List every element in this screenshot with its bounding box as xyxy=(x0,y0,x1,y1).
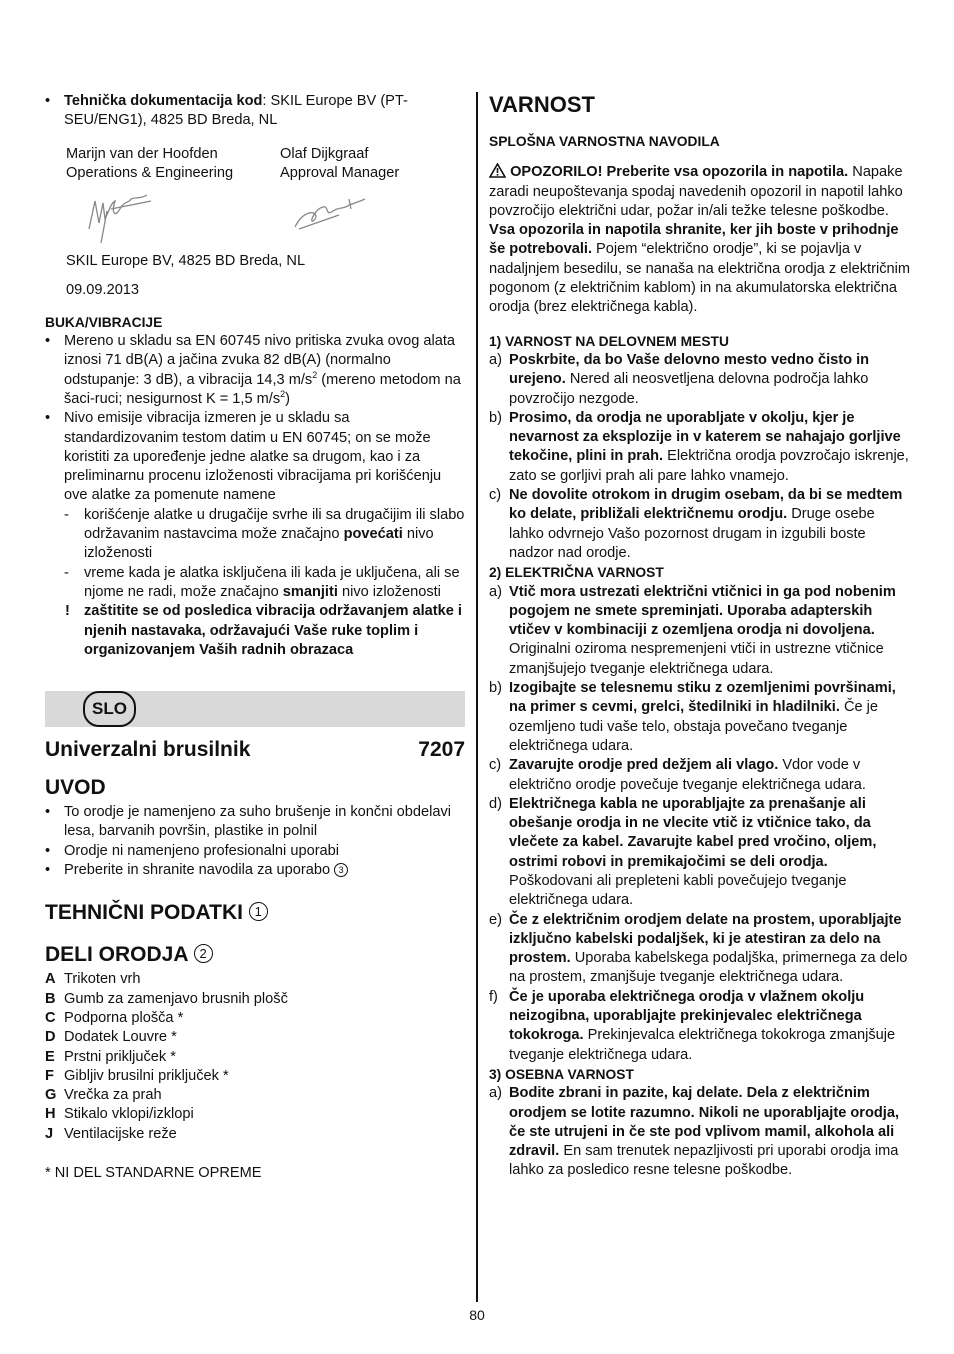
general-warning: OPOZORILO! Preberite vsa opozorila in napotila. Napake zaradi neupoštevanja spodaj navedenih opozoril in napotil lahko povzročijo električni udar, požar in/ali težke telesne poškodbe. Vsa opozorila in napotila shranite, ker jih boste v prihodnje še potrebovali. Pojem “električno orodje”, ki se pojavlja v nadaljnjem besedilu, se nanaša na električna orodja z električnim pogonom (z električnim kablom) in na akumulatorska električna orodja (brez električnega kabla). xyxy=(489,164,911,316)
signer-2 xyxy=(280,145,399,184)
intro-bullet: • Orodje ni namenjeno profesionalni uporabi xyxy=(45,842,465,861)
intro-bullet: • To orodje je namenjeno za suho brušenje in končni obdelavi lesa, barvanih površin, plastike in polnil xyxy=(45,803,465,842)
safety-item: a) Vtič mora ustrezati električni vtičnici in ga pod nobenim pogojem ne smete spreminjati. Uporaba adapterskih vtičev v kombinaciji z ozemljena orodja ni dovoljena. Originalni oziroma nespremenjeni vtiči in ustrezne vtičnice zmanjšujejo tveganje električnega udara. xyxy=(489,583,896,677)
figure-ref-icon: 1 xyxy=(249,902,268,921)
safety-item: b) Prosimo, da orodja ne uporabljate v okolju, kjer je nevarnost za eksplozije in v katerem se nahajajo gorljive tekočine, plini in prah. Električna orodja povzročajo iskrenje, zato se gorljivi prah ali pare lahko vnamejo. xyxy=(489,409,909,484)
safety-item: e) Če z električnim orodjem delate na prostem, uporabljajte izključno kabelski podaljšek, ki je atestiran za delo na prostem. Uporaba kabelskega podaljška, primernega za delo na prostem, zmanjšuje tveganje električnega udara. xyxy=(489,911,908,986)
parts-item: A Trikoten vrh xyxy=(45,971,141,988)
product-title-row xyxy=(45,738,465,762)
safety-heading: VARNOST xyxy=(489,92,595,117)
safety-subheading: SPLOŠNA VARNOSTNA NAVODILA xyxy=(489,134,720,149)
parts-item: H Stikalo vklopi/izklopi xyxy=(45,1106,194,1123)
figure-ref-icon: 3 xyxy=(334,863,348,877)
noise-bullet-1: • Mereno u skladu sa EN 60745 nivo pritiska zvuka ovog alata iznosi 71 dB(A) a jačina zvuka 82 dB(A) (normalno odstupanje: 3 dB), a vibracija 14,3 $m/s^2$ (mereno metodom na šaci-ruci; nesigurnost K = 1,5 $m/s^2$) xyxy=(45,332,465,409)
section-heading: 1) VARNOST NA DELOVNEM MESTU xyxy=(489,333,729,349)
parts-item: F Gibljiv brusilni priključek * xyxy=(45,1067,229,1084)
footnote: * NI DEL STANDARNE OPREME xyxy=(45,1164,262,1181)
company-address: SKIL Europe BV, 4825 BD Breda, NL xyxy=(66,253,306,270)
parts-item: D Dodatek Louvre * xyxy=(45,1029,177,1046)
signer-role: Approval Manager xyxy=(280,164,400,181)
signature-1-image xyxy=(81,189,161,247)
right-column xyxy=(489,92,911,1181)
safety-item: a) Poskrbite, da bo Vaše delovno mesto vedno čisto in urejeno. Nered ali neosvetljena delovna področja lahko povzročijo nezgode. xyxy=(489,351,870,407)
safety-item: b) Izogibajte se telesnemu stiku z ozemljenimi površinami, na primer s cevmi, grelci, štedilniki in hladilniki. Če je ozemljeno tudi vaše telo, obstaja povečano tveganje električnega udara. xyxy=(489,680,896,754)
signers xyxy=(45,145,465,184)
date: 09.09.2013 xyxy=(66,282,140,299)
noise-bullet-2: • Nivo emisije vibracija izmeren je u skladu sa standardizovanim testom datim u EN 60745; on se može koristiti za upoređenje jedne alatke sa drugom, kao i za preliminarnu procenu izloženosti vibracijama pri korišćenju ove alatke za pomenute namene xyxy=(45,409,465,505)
signatures xyxy=(45,187,465,249)
safety-item: a) Bodite zbrani in pazite, kaj delate. Dela z električnim orodjem se lotite razumno. Nikoli ne uporabljajte orodja, če ste utrujeni in če ste pod vplivom mamil, alkohola ali zdravil. En sam trenutek nepazljivosti pri uporabi orodja ima lahko za posledico resne telesne poškodbe. xyxy=(489,1085,900,1179)
safety-item: c) Zavarujte orodje pred dežjem ali vlago. Vdor vode v električno orodje povečuje tveganje električnega udara. xyxy=(489,757,866,793)
signer-name: Marijn van der Hoofden xyxy=(66,145,218,162)
left-column xyxy=(45,92,465,1183)
parts-heading: DELI ORODJA 2 xyxy=(45,942,465,968)
parts-item: J Ventilacijske reže xyxy=(45,1125,177,1142)
parts-item: G Vrečka za prah xyxy=(45,1087,162,1104)
intro-bullet: • Preberite in shranite navodila za uporabo 3 xyxy=(45,861,465,880)
parts-item: B Gumb za zamenjavo brusnih plošč xyxy=(45,990,288,1007)
noise-sub-2: - vreme kada je alatka isključena ili kada je uključena, ali se njome ne radi, može značajno smanjiti nivo izloženosti xyxy=(45,564,465,603)
safety-item: c) Ne dovolite otrokom in drugim osebam, da bi se medtem ko delate, približali električnemu orodju. Druge osebe lahko odvrnejo Vašo pozornost drugam in izgubili boste nadzor nad orodje. xyxy=(489,487,903,561)
section-heading: 3) OSEBNA VARNOST xyxy=(489,1066,634,1082)
product-code: 7207 xyxy=(418,738,465,762)
column-divider xyxy=(476,92,478,1302)
signer-1 xyxy=(66,145,280,184)
parts-list xyxy=(45,970,465,1144)
signature-2-image xyxy=(289,195,369,235)
safety-item: f) Če je uporaba električnega orodja v vlažnem okolju neizogibna, uporabljajte prekinjevalec električnega tokokroga. Prekinjevalca električnega tokokroga zmanjšuje tveganje električnega udara. xyxy=(489,988,896,1063)
warning-icon xyxy=(489,163,506,178)
intro-heading: UVOD xyxy=(45,776,106,800)
safety-item: d) Električnega kabla ne uporabljajte za prenašanje ali obešanje orodja in ne vlecite vtič iz vtičnice tako, da vlečete za kabel. Zavarujte kabel pred vročino, oljem, ostrimi robovi in premikajočimi se deli orodja. Poškodovani ali prepleteni kabli povečujejo tveganje električnega udara. xyxy=(489,795,877,909)
language-bar xyxy=(45,691,465,727)
signer-name: Olaf Dijkgraaf xyxy=(280,145,369,162)
figure-ref-icon: 2 xyxy=(194,944,213,963)
page-number: 80 xyxy=(469,1307,485,1323)
section-heading: 2) ELEKTRIČNA VARNOST xyxy=(489,565,664,581)
parts-item: E Prstni priključek * xyxy=(45,1048,176,1065)
noise-heading: BUKA/VIBRACIJE xyxy=(45,314,163,330)
noise-sub-1: - korišćenje alatke u drugačije svrhe ili sa drugačijim ili slabo održavanim nastavcima može značajno povećati nivo izloženosti xyxy=(45,506,465,564)
noise-warning: ! zaštitite se od posledica vibracija održavanjem alatke i njenih nastavaka, održavajući Vaše ruke toplim i organizovanjem Vaših radnih obrazaca xyxy=(45,602,465,660)
signer-role: Operations & Engineering xyxy=(66,164,234,181)
product-title: Univerzalni brusilnik xyxy=(45,738,251,762)
parts-item: C Podporna plošča * xyxy=(45,1009,184,1026)
language-badge: SLO xyxy=(83,691,136,727)
tech-heading: TEHNIČNI PODATKI 1 xyxy=(45,900,465,926)
tech-doc-bullet: • Tehnička dokumentacija kod: SKIL Europe BV (PT-SEU/ENG1), 4825 BD Breda, NL xyxy=(45,92,465,131)
